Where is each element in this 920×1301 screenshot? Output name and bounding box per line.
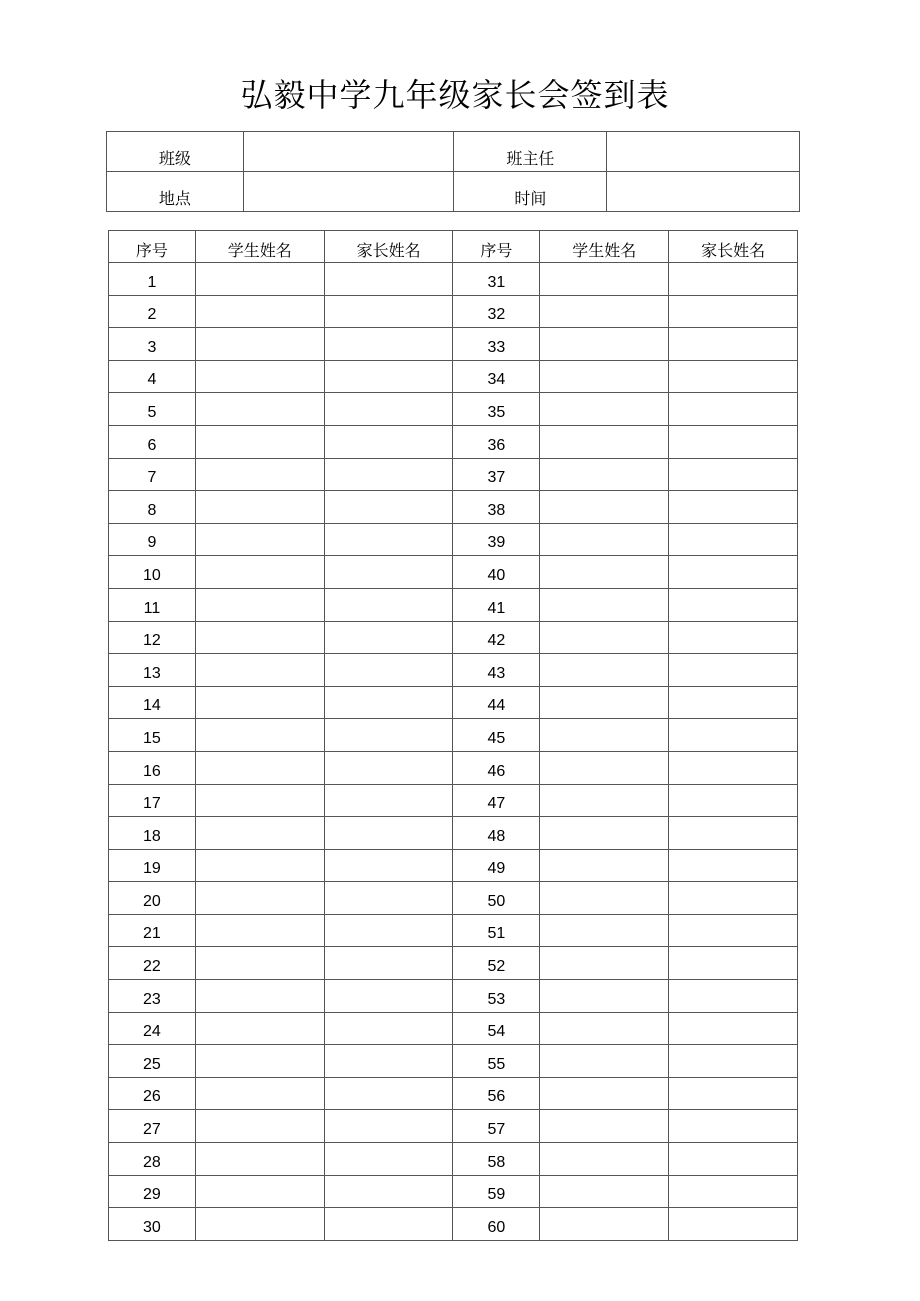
seq-cell-right: 55 bbox=[453, 1045, 540, 1078]
student-name-cell-right[interactable] bbox=[540, 295, 669, 328]
student-name-cell-left[interactable] bbox=[195, 556, 324, 589]
table-row bbox=[109, 784, 798, 817]
student-name-cell-right[interactable] bbox=[540, 588, 669, 621]
table-row bbox=[109, 654, 798, 687]
student-name-cell-right[interactable] bbox=[540, 882, 669, 915]
parent-name-cell-right[interactable] bbox=[669, 784, 798, 817]
student-name-cell-right[interactable] bbox=[540, 817, 669, 850]
student-name-cell-right[interactable] bbox=[540, 1045, 669, 1078]
seq-cell-right: 45 bbox=[453, 719, 540, 752]
parent-name-cell-left[interactable] bbox=[324, 1110, 453, 1143]
seq-cell-right: 56 bbox=[453, 1077, 540, 1110]
student-name-cell-right[interactable] bbox=[540, 1012, 669, 1045]
parent-name-cell-right[interactable] bbox=[669, 980, 798, 1013]
seq-cell-left: 17 bbox=[109, 784, 196, 817]
header-student-right: 学生姓名 bbox=[540, 231, 669, 263]
table-row bbox=[109, 1143, 798, 1176]
student-name-cell-left[interactable] bbox=[195, 784, 324, 817]
seq-cell-left: 29 bbox=[109, 1175, 196, 1208]
parent-name-cell-right[interactable] bbox=[669, 393, 798, 426]
table-row bbox=[109, 947, 798, 980]
table-row bbox=[109, 621, 798, 654]
student-name-cell-right[interactable] bbox=[540, 1077, 669, 1110]
student-name-cell-left[interactable] bbox=[195, 980, 324, 1013]
table-row bbox=[109, 751, 798, 784]
student-name-cell-left[interactable] bbox=[195, 458, 324, 491]
parent-name-cell-right[interactable] bbox=[669, 588, 798, 621]
parent-name-cell-left[interactable] bbox=[324, 849, 453, 882]
student-name-cell-left[interactable] bbox=[195, 1110, 324, 1143]
seq-cell-left: 30 bbox=[109, 1208, 196, 1241]
table-row bbox=[109, 882, 798, 915]
parent-name-cell-right[interactable] bbox=[669, 1077, 798, 1110]
seq-cell-left: 3 bbox=[109, 328, 196, 361]
seq-cell-left: 22 bbox=[109, 947, 196, 980]
page-title: 弘毅中学九年级家长会签到表 bbox=[240, 76, 670, 114]
parent-name-cell-left[interactable] bbox=[324, 523, 453, 556]
seq-cell-left: 28 bbox=[109, 1143, 196, 1176]
table-row bbox=[109, 328, 798, 361]
student-name-cell-left[interactable] bbox=[195, 621, 324, 654]
student-name-cell-right[interactable] bbox=[540, 556, 669, 589]
parent-name-cell-left[interactable] bbox=[324, 882, 453, 915]
seq-cell-left: 27 bbox=[109, 1110, 196, 1143]
table-row bbox=[109, 491, 798, 524]
table-row bbox=[109, 523, 798, 556]
table-row bbox=[109, 393, 798, 426]
table-row bbox=[109, 360, 798, 393]
parent-name-cell-left[interactable] bbox=[324, 1175, 453, 1208]
parent-name-cell-right[interactable] bbox=[669, 328, 798, 361]
parent-name-cell-left[interactable] bbox=[324, 263, 453, 296]
seq-cell-right: 59 bbox=[453, 1175, 540, 1208]
parent-name-cell-left[interactable] bbox=[324, 686, 453, 719]
parent-name-cell-right[interactable] bbox=[669, 360, 798, 393]
seq-cell-right: 31 bbox=[453, 263, 540, 296]
student-name-cell-right[interactable] bbox=[540, 980, 669, 1013]
student-name-cell-left[interactable] bbox=[195, 1208, 324, 1241]
student-name-cell-right[interactable] bbox=[540, 1175, 669, 1208]
parent-name-cell-right[interactable] bbox=[669, 1110, 798, 1143]
seq-cell-left: 12 bbox=[109, 621, 196, 654]
parent-name-cell-right[interactable] bbox=[669, 1175, 798, 1208]
student-name-cell-left[interactable] bbox=[195, 1012, 324, 1045]
student-name-cell-right[interactable] bbox=[540, 263, 669, 296]
table-row bbox=[109, 1012, 798, 1045]
seq-cell-left: 16 bbox=[109, 751, 196, 784]
seq-cell-right: 43 bbox=[453, 654, 540, 687]
seq-cell-right: 39 bbox=[453, 523, 540, 556]
student-name-cell-left[interactable] bbox=[195, 1077, 324, 1110]
student-name-cell-right[interactable] bbox=[540, 849, 669, 882]
parent-name-cell-right[interactable] bbox=[669, 849, 798, 882]
student-name-cell-right[interactable] bbox=[540, 328, 669, 361]
seq-cell-left: 25 bbox=[109, 1045, 196, 1078]
seq-cell-left: 19 bbox=[109, 849, 196, 882]
info-table bbox=[106, 131, 800, 212]
student-name-cell-left[interactable] bbox=[195, 1175, 324, 1208]
parent-name-cell-right[interactable] bbox=[669, 263, 798, 296]
seq-cell-left: 21 bbox=[109, 914, 196, 947]
table-row bbox=[109, 458, 798, 491]
seq-cell-right: 49 bbox=[453, 849, 540, 882]
header-seq-right: 序号 bbox=[453, 231, 540, 263]
table-row bbox=[109, 719, 798, 752]
student-name-cell-left[interactable] bbox=[195, 328, 324, 361]
seq-cell-right: 34 bbox=[453, 360, 540, 393]
student-name-cell-left[interactable] bbox=[195, 882, 324, 915]
seq-cell-left: 14 bbox=[109, 686, 196, 719]
parent-name-cell-left[interactable] bbox=[324, 360, 453, 393]
student-name-cell-right[interactable] bbox=[540, 425, 669, 458]
student-name-cell-left[interactable] bbox=[195, 914, 324, 947]
parent-name-cell-left[interactable] bbox=[324, 654, 453, 687]
table-row bbox=[109, 1045, 798, 1078]
seq-cell-right: 53 bbox=[453, 980, 540, 1013]
student-name-cell-right[interactable] bbox=[540, 947, 669, 980]
student-name-cell-right[interactable] bbox=[540, 1143, 669, 1176]
seq-cell-left: 15 bbox=[109, 719, 196, 752]
student-name-cell-left[interactable] bbox=[195, 849, 324, 882]
parent-name-cell-right[interactable] bbox=[669, 621, 798, 654]
student-name-cell-left[interactable] bbox=[195, 654, 324, 687]
student-name-cell-left[interactable] bbox=[195, 425, 324, 458]
student-name-cell-left[interactable] bbox=[195, 1045, 324, 1078]
seq-cell-right: 35 bbox=[453, 393, 540, 426]
seq-cell-right: 37 bbox=[453, 458, 540, 491]
seq-cell-left: 23 bbox=[109, 980, 196, 1013]
table-row bbox=[109, 817, 798, 850]
student-name-cell-right[interactable] bbox=[540, 914, 669, 947]
parent-name-cell-right[interactable] bbox=[669, 491, 798, 524]
seq-cell-left: 13 bbox=[109, 654, 196, 687]
parent-name-cell-left[interactable] bbox=[324, 458, 453, 491]
parent-name-cell-right[interactable] bbox=[669, 947, 798, 980]
parent-name-cell-right[interactable] bbox=[669, 882, 798, 915]
parent-name-cell-left[interactable] bbox=[324, 328, 453, 361]
teacher-label: 班主任 bbox=[454, 132, 607, 172]
student-name-cell-left[interactable] bbox=[195, 1143, 324, 1176]
student-name-cell-left[interactable] bbox=[195, 947, 324, 980]
table-row bbox=[109, 849, 798, 882]
seq-cell-right: 48 bbox=[453, 817, 540, 850]
seq-cell-left: 10 bbox=[109, 556, 196, 589]
student-name-cell-left[interactable] bbox=[195, 360, 324, 393]
parent-name-cell-right[interactable] bbox=[669, 817, 798, 850]
seq-cell-right: 32 bbox=[453, 295, 540, 328]
parent-name-cell-left[interactable] bbox=[324, 1045, 453, 1078]
parent-name-cell-left[interactable] bbox=[324, 295, 453, 328]
class-field[interactable] bbox=[243, 132, 454, 172]
header-seq-left: 序号 bbox=[109, 231, 196, 263]
teacher-field[interactable] bbox=[607, 132, 800, 172]
seq-cell-left: 1 bbox=[109, 263, 196, 296]
header-parent-left: 家长姓名 bbox=[324, 231, 453, 263]
parent-name-cell-left[interactable] bbox=[324, 393, 453, 426]
parent-name-cell-right[interactable] bbox=[669, 425, 798, 458]
student-name-cell-right[interactable] bbox=[540, 393, 669, 426]
seq-cell-left: 11 bbox=[109, 588, 196, 621]
student-name-cell-right[interactable] bbox=[540, 491, 669, 524]
location-label: 地点 bbox=[107, 172, 244, 212]
seq-cell-right: 51 bbox=[453, 914, 540, 947]
student-name-cell-left[interactable] bbox=[195, 588, 324, 621]
table-row bbox=[109, 295, 798, 328]
student-name-cell-left[interactable] bbox=[195, 295, 324, 328]
parent-name-cell-left[interactable] bbox=[324, 914, 453, 947]
parent-name-cell-left[interactable] bbox=[324, 1012, 453, 1045]
seq-cell-right: 57 bbox=[453, 1110, 540, 1143]
seq-cell-right: 58 bbox=[453, 1143, 540, 1176]
roster-header-row bbox=[109, 231, 798, 263]
header-parent-right: 家长姓名 bbox=[669, 231, 798, 263]
seq-cell-left: 7 bbox=[109, 458, 196, 491]
student-name-cell-left[interactable] bbox=[195, 686, 324, 719]
table-row bbox=[109, 263, 798, 296]
seq-cell-left: 26 bbox=[109, 1077, 196, 1110]
parent-name-cell-right[interactable] bbox=[669, 1045, 798, 1078]
student-name-cell-left[interactable] bbox=[195, 719, 324, 752]
parent-name-cell-right[interactable] bbox=[669, 1208, 798, 1241]
student-name-cell-right[interactable] bbox=[540, 1110, 669, 1143]
seq-cell-right: 50 bbox=[453, 882, 540, 915]
seq-cell-right: 46 bbox=[453, 751, 540, 784]
parent-name-cell-left[interactable] bbox=[324, 751, 453, 784]
parent-name-cell-left[interactable] bbox=[324, 1143, 453, 1176]
seq-cell-left: 2 bbox=[109, 295, 196, 328]
info-row bbox=[107, 172, 800, 212]
seq-cell-left: 9 bbox=[109, 523, 196, 556]
roster-body bbox=[109, 263, 798, 1241]
header-student-left: 学生姓名 bbox=[195, 231, 324, 263]
parent-name-cell-left[interactable] bbox=[324, 947, 453, 980]
seq-cell-right: 36 bbox=[453, 425, 540, 458]
student-name-cell-right[interactable] bbox=[540, 523, 669, 556]
student-name-cell-right[interactable] bbox=[540, 751, 669, 784]
parent-name-cell-left[interactable] bbox=[324, 817, 453, 850]
seq-cell-right: 60 bbox=[453, 1208, 540, 1241]
seq-cell-right: 47 bbox=[453, 784, 540, 817]
parent-name-cell-right[interactable] bbox=[669, 686, 798, 719]
student-name-cell-left[interactable] bbox=[195, 817, 324, 850]
student-name-cell-left[interactable] bbox=[195, 263, 324, 296]
seq-cell-right: 40 bbox=[453, 556, 540, 589]
student-name-cell-left[interactable] bbox=[195, 491, 324, 524]
student-name-cell-right[interactable] bbox=[540, 686, 669, 719]
parent-name-cell-right[interactable] bbox=[669, 914, 798, 947]
parent-name-cell-left[interactable] bbox=[324, 556, 453, 589]
parent-name-cell-left[interactable] bbox=[324, 425, 453, 458]
table-row bbox=[109, 914, 798, 947]
parent-name-cell-left[interactable] bbox=[324, 1077, 453, 1110]
table-row bbox=[109, 425, 798, 458]
parent-name-cell-right[interactable] bbox=[669, 458, 798, 491]
seq-cell-left: 18 bbox=[109, 817, 196, 850]
seq-cell-left: 24 bbox=[109, 1012, 196, 1045]
student-name-cell-right[interactable] bbox=[540, 621, 669, 654]
parent-name-cell-right[interactable] bbox=[669, 556, 798, 589]
student-name-cell-right[interactable] bbox=[540, 458, 669, 491]
parent-name-cell-right[interactable] bbox=[669, 1143, 798, 1176]
parent-name-cell-left[interactable] bbox=[324, 719, 453, 752]
seq-cell-left: 5 bbox=[109, 393, 196, 426]
seq-cell-left: 20 bbox=[109, 882, 196, 915]
student-name-cell-left[interactable] bbox=[195, 393, 324, 426]
seq-cell-left: 4 bbox=[109, 360, 196, 393]
location-field[interactable] bbox=[243, 172, 454, 212]
roster-table bbox=[108, 230, 798, 1241]
table-row bbox=[109, 686, 798, 719]
seq-cell-right: 54 bbox=[453, 1012, 540, 1045]
info-row bbox=[107, 132, 800, 172]
parent-name-cell-right[interactable] bbox=[669, 295, 798, 328]
student-name-cell-right[interactable] bbox=[540, 654, 669, 687]
parent-name-cell-right[interactable] bbox=[669, 719, 798, 752]
seq-cell-right: 33 bbox=[453, 328, 540, 361]
seq-cell-right: 38 bbox=[453, 491, 540, 524]
seq-cell-right: 44 bbox=[453, 686, 540, 719]
seq-cell-right: 52 bbox=[453, 947, 540, 980]
student-name-cell-right[interactable] bbox=[540, 1208, 669, 1241]
parent-name-cell-left[interactable] bbox=[324, 980, 453, 1013]
student-name-cell-left[interactable] bbox=[195, 751, 324, 784]
parent-name-cell-right[interactable] bbox=[669, 751, 798, 784]
class-label: 班级 bbox=[107, 132, 244, 172]
parent-name-cell-right[interactable] bbox=[669, 654, 798, 687]
student-name-cell-right[interactable] bbox=[540, 360, 669, 393]
parent-name-cell-right[interactable] bbox=[669, 523, 798, 556]
parent-name-cell-right[interactable] bbox=[669, 1012, 798, 1045]
seq-cell-left: 8 bbox=[109, 491, 196, 524]
seq-cell-right: 42 bbox=[453, 621, 540, 654]
time-field[interactable] bbox=[607, 172, 800, 212]
time-label: 时间 bbox=[454, 172, 607, 212]
table-row bbox=[109, 1077, 798, 1110]
parent-name-cell-left[interactable] bbox=[324, 491, 453, 524]
table-row bbox=[109, 980, 798, 1013]
table-row bbox=[109, 1110, 798, 1143]
student-name-cell-right[interactable] bbox=[540, 719, 669, 752]
table-row bbox=[109, 556, 798, 589]
parent-name-cell-left[interactable] bbox=[324, 1208, 453, 1241]
parent-name-cell-left[interactable] bbox=[324, 784, 453, 817]
student-name-cell-left[interactable] bbox=[195, 523, 324, 556]
parent-name-cell-left[interactable] bbox=[324, 621, 453, 654]
seq-cell-right: 41 bbox=[453, 588, 540, 621]
parent-name-cell-left[interactable] bbox=[324, 588, 453, 621]
table-row bbox=[109, 588, 798, 621]
student-name-cell-right[interactable] bbox=[540, 784, 669, 817]
seq-cell-left: 6 bbox=[109, 425, 196, 458]
table-row bbox=[109, 1208, 798, 1241]
table-row bbox=[109, 1175, 798, 1208]
